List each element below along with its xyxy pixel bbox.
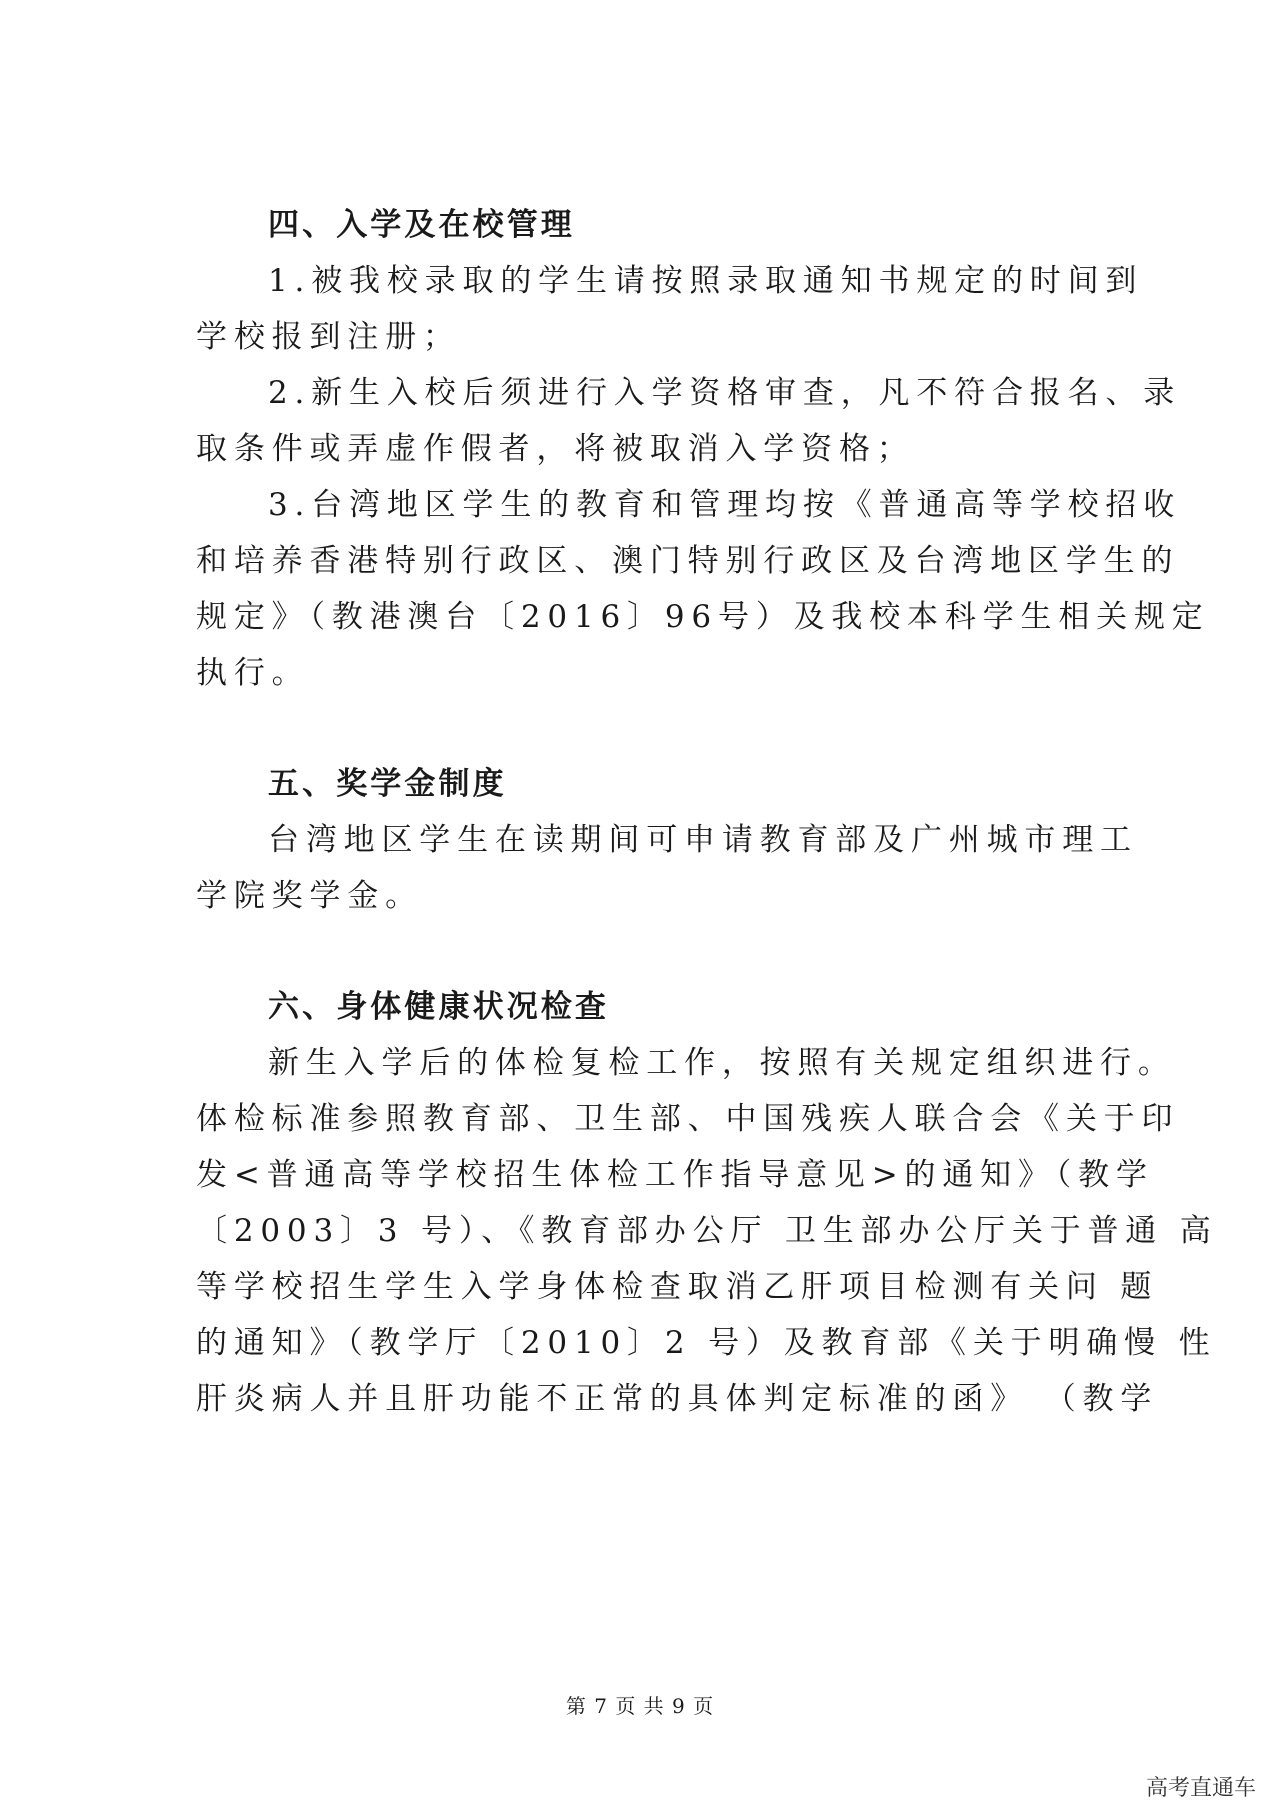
paragraph-line: 学校报到注册； [196,319,461,355]
section-heading-enrollment: 四、入学及在校管理 [268,207,575,243]
section-heading-scholarship: 五、奖学金制度 [268,766,507,802]
paragraph-line: 取条件或弄虚作假者，将被取消入学资格； [196,431,915,467]
paragraph-line: 和培养香港特别行政区、澳门特别行政区及台湾地区学生的 [196,543,1180,579]
paragraph-line: 发<普通高等学校招生体检工作指导意见>的通知》（教学 [196,1157,1154,1193]
paragraph-line: 新生入学后的体检复检工作，按照有关规定组织进行。 [268,1045,1176,1081]
paragraph-line: 体检标准参照教育部、卫生部、中国残疾人联合会《关于印 [196,1101,1180,1137]
paragraph-line: 的通知》（教学厅〔2010〕2 号）及教育部《关于明确慢 性 [196,1325,1217,1361]
paragraph-line: 规定》（教港澳台〔2016〕96号）及我校本科学生相关规定 [196,599,1210,635]
page-number: 第 7 页 共 9 页 [565,1694,715,1718]
paragraph-line: 执行。 [196,655,310,691]
paragraph-line: 1.被我校录取的学生请按照录取通知书规定的时间到 [268,263,1144,299]
section-heading-health-check: 六、身体健康状况检查 [268,989,609,1025]
paragraph-line: 2.新生入校后须进行入学资格审查，凡不符合报名、录 [268,375,1182,411]
paragraph-line: 肝炎病人并且肝功能不正常的具体判定标准的函》 （教学 [196,1381,1159,1417]
paragraph-line: 〔2003〕3 号）、《教育部办公厅 卫生部办公厅关于普通 高 [196,1213,1218,1249]
paragraph-line: 台湾地区学生在读期间可申请教育部及广州城市理工 [268,822,1138,858]
watermark-text: 高考直通车 [1145,1776,1256,1801]
paragraph-line: 等学校招生学生入学身体检查取消乙肝项目检测有关问 题 [196,1269,1159,1305]
paragraph-line: 3.台湾地区学生的教育和管理均按《普通高等学校招收 [268,487,1182,523]
paragraph-line: 学院奖学金。 [196,878,423,914]
